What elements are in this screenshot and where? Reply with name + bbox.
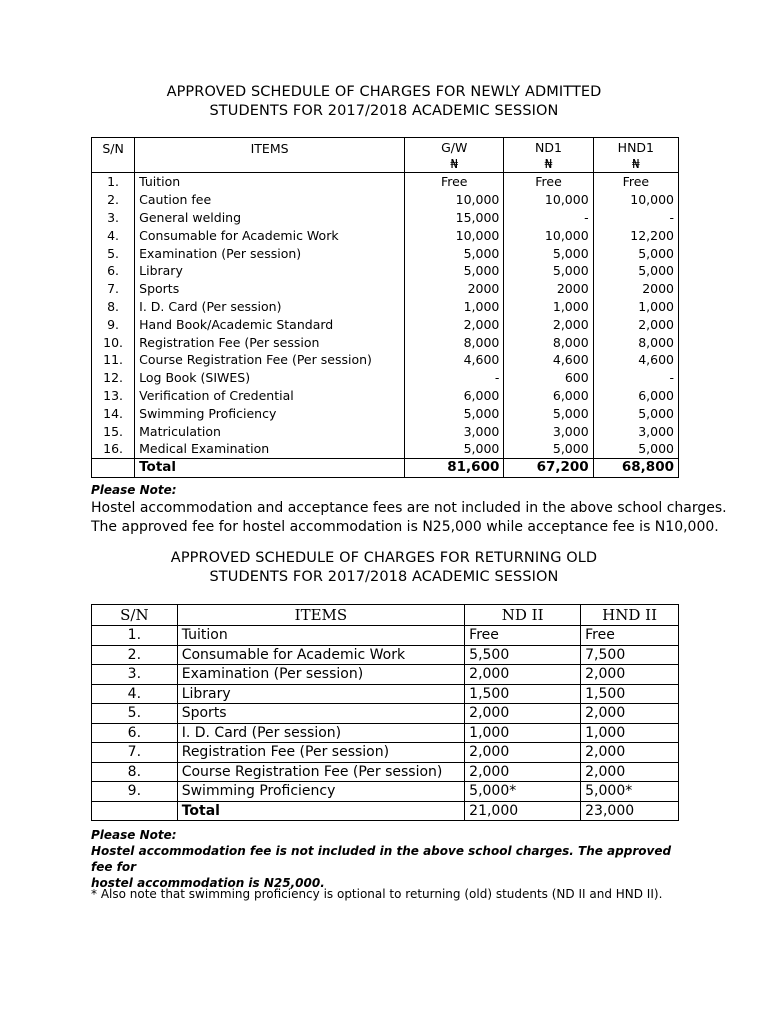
header-nd1-label: ND1 <box>535 140 562 155</box>
row-item: Course Registration Fee (Per session) <box>135 351 405 369</box>
row-sn: 13. <box>92 387 135 405</box>
row-hnd1-fee: 5,000 <box>593 262 678 280</box>
row-nd2-fee: 2,000 <box>465 743 581 763</box>
row-sn: 7. <box>92 743 178 763</box>
row-item: Registration Fee (Per session <box>135 333 405 351</box>
row-hnd1-fee: 2000 <box>593 280 678 298</box>
row-nd2-fee: 2,000 <box>465 704 581 724</box>
row-sn: 15. <box>92 422 135 440</box>
row-gw-fee: 15,000 <box>405 209 504 227</box>
row-sn: 5. <box>92 244 135 262</box>
row-hnd2-fee: 5,000* <box>581 782 679 802</box>
row-hnd1-fee: 1,000 <box>593 298 678 316</box>
row-nd1-fee: 3,000 <box>504 422 593 440</box>
row-item: Consumable for Academic Work <box>135 226 405 244</box>
row-hnd1-fee: - <box>593 369 678 387</box>
table-row <box>92 404 679 422</box>
row-nd1-fee: 5,000 <box>504 404 593 422</box>
header-items: ITEMS <box>177 605 464 626</box>
row-sn: 1. <box>92 626 178 646</box>
row-nd1-fee: 5,000 <box>504 440 593 458</box>
section2-note <box>91 827 691 891</box>
row-hnd2-fee: Free <box>581 626 679 646</box>
row-gw-fee: 2,000 <box>405 315 504 333</box>
row-hnd1-fee: 5,000 <box>593 440 678 458</box>
section2-title-line2: STUDENTS FOR 2017/2018 ACADEMIC SESSION <box>209 569 559 585</box>
total-label: Total <box>135 458 405 477</box>
row-hnd2-fee: 2,000 <box>581 665 679 685</box>
row-sn: 10. <box>92 333 135 351</box>
table-row <box>92 191 679 209</box>
section1-note-line1: Hostel accommodation and acceptance fees are not included in the above school charges. <box>91 500 727 516</box>
row-nd1-fee: 4,600 <box>504 351 593 369</box>
row-hnd2-fee: 2,000 <box>581 704 679 724</box>
row-item: Library <box>177 684 464 704</box>
row-nd1-fee: 6,000 <box>504 387 593 405</box>
row-item: Tuition <box>177 626 464 646</box>
row-item: Log Book (SIWES) <box>135 369 405 387</box>
row-sn: 3. <box>92 209 135 227</box>
naira-symbol: ₦ <box>631 156 640 171</box>
table-row <box>92 226 679 244</box>
row-hnd1-fee: 2,000 <box>593 315 678 333</box>
row-gw-fee: 3,000 <box>405 422 504 440</box>
table-row <box>92 626 679 646</box>
row-hnd2-fee: 1,000 <box>581 723 679 743</box>
row-nd2-fee: 5,000* <box>465 782 581 802</box>
section1-title-line2: STUDENTS FOR 2017/2018 ACADEMIC SESSION <box>209 103 559 119</box>
row-sn: 6. <box>92 723 178 743</box>
row-hnd2-fee: 2,000 <box>581 743 679 763</box>
total-gw: 81,600 <box>405 458 504 477</box>
returning-students-charges-table <box>91 604 679 821</box>
row-item: Medical Examination <box>135 440 405 458</box>
section1-note-line2: The approved fee for hostel accommodation is N25,000 while acceptance fee is N10,000. <box>91 519 719 535</box>
row-sn: 12. <box>92 369 135 387</box>
header-nd1 <box>504 138 593 173</box>
total-sn-empty <box>92 458 135 477</box>
row-item: Consumable for Academic Work <box>177 645 464 665</box>
table-row <box>92 743 679 763</box>
row-nd1-fee: 10,000 <box>504 191 593 209</box>
section1-title <box>0 83 768 121</box>
row-nd1-fee: 600 <box>504 369 593 387</box>
table-row <box>92 422 679 440</box>
row-hnd2-fee: 7,500 <box>581 645 679 665</box>
row-item: Swimming Proficiency <box>177 782 464 802</box>
row-sn: 11. <box>92 351 135 369</box>
row-sn: 1. <box>92 173 135 191</box>
row-item: Examination (Per session) <box>135 244 405 262</box>
row-hnd1-fee: - <box>593 209 678 227</box>
table-row <box>92 762 679 782</box>
header-gw-label: G/W <box>441 140 468 155</box>
row-hnd1-fee: 12,200 <box>593 226 678 244</box>
row-nd2-fee: 2,000 <box>465 762 581 782</box>
row-gw-fee: 5,000 <box>405 440 504 458</box>
row-nd1-fee: Free <box>504 173 593 191</box>
newly-admitted-charges-table <box>91 137 679 478</box>
row-sn: 8. <box>92 298 135 316</box>
section2-title <box>0 549 768 587</box>
row-gw-fee: 5,000 <box>405 244 504 262</box>
section1-title-line1: APPROVED SCHEDULE OF CHARGES FOR NEWLY ADMITTED <box>166 84 602 100</box>
row-gw-fee: 2000 <box>405 280 504 298</box>
row-item: Tuition <box>135 173 405 191</box>
row-sn: 2. <box>92 645 178 665</box>
row-nd1-fee: - <box>504 209 593 227</box>
header-nd2: ND II <box>465 605 581 626</box>
table-row <box>92 298 679 316</box>
table-header-row <box>92 138 679 173</box>
header-gw <box>405 138 504 173</box>
row-sn: 8. <box>92 762 178 782</box>
table-row <box>92 315 679 333</box>
row-item: Sports <box>135 280 405 298</box>
total-hnd2: 23,000 <box>581 801 679 821</box>
total-sn-empty <box>92 801 178 821</box>
row-item: Caution fee <box>135 191 405 209</box>
row-item: I. D. Card (Per session) <box>177 723 464 743</box>
table-row <box>92 173 679 191</box>
table-row <box>92 209 679 227</box>
table-row <box>92 645 679 665</box>
row-nd1-fee: 1,000 <box>504 298 593 316</box>
total-hnd1: 68,800 <box>593 458 678 477</box>
table-row <box>92 244 679 262</box>
row-gw-fee: 1,000 <box>405 298 504 316</box>
row-hnd2-fee: 1,500 <box>581 684 679 704</box>
swimming-footnote: * Also note that swimming proficiency is optional to returning (old) students (ND II and HND II). <box>91 887 663 901</box>
table-row <box>92 333 679 351</box>
total-nd2: 21,000 <box>465 801 581 821</box>
row-sn: 4. <box>92 226 135 244</box>
table-row <box>92 280 679 298</box>
section2-title-line1: APPROVED SCHEDULE OF CHARGES FOR RETURNING OLD <box>170 550 598 566</box>
table-row <box>92 369 679 387</box>
header-hnd2: HND II <box>581 605 679 626</box>
total-row <box>92 801 679 821</box>
row-gw-fee: 10,000 <box>405 226 504 244</box>
row-item: I. D. Card (Per session) <box>135 298 405 316</box>
table-row <box>92 704 679 724</box>
table-row <box>92 684 679 704</box>
table-row <box>92 387 679 405</box>
naira-symbol: ₦ <box>544 156 553 171</box>
row-sn: 6. <box>92 262 135 280</box>
row-gw-fee: Free <box>405 173 504 191</box>
row-gw-fee: - <box>405 369 504 387</box>
row-gw-fee: 4,600 <box>405 351 504 369</box>
row-sn: 7. <box>92 280 135 298</box>
row-item: Registration Fee (Per session) <box>177 743 464 763</box>
row-hnd1-fee: 5,000 <box>593 244 678 262</box>
header-items: ITEMS <box>135 138 405 173</box>
row-hnd2-fee: 2,000 <box>581 762 679 782</box>
table-row <box>92 262 679 280</box>
row-gw-fee: 10,000 <box>405 191 504 209</box>
row-sn: 4. <box>92 684 178 704</box>
row-item: General welding <box>135 209 405 227</box>
row-item: Matriculation <box>135 422 405 440</box>
row-sn: 3. <box>92 665 178 685</box>
table-row <box>92 782 679 802</box>
naira-symbol: ₦ <box>450 156 459 171</box>
section2-note-line1: Hostel accommodation fee is not included in the above school charges. The approved fee for <box>91 844 672 874</box>
row-hnd1-fee: Free <box>593 173 678 191</box>
table-row <box>92 723 679 743</box>
row-nd1-fee: 5,000 <box>504 262 593 280</box>
row-nd2-fee: 5,500 <box>465 645 581 665</box>
row-gw-fee: 6,000 <box>405 387 504 405</box>
section2-note-label: Please Note: <box>91 828 177 842</box>
row-hnd1-fee: 3,000 <box>593 422 678 440</box>
row-nd2-fee: 1,000 <box>465 723 581 743</box>
row-gw-fee: 8,000 <box>405 333 504 351</box>
row-gw-fee: 5,000 <box>405 262 504 280</box>
row-sn: 9. <box>92 315 135 333</box>
section1-note-label: Please Note: <box>91 483 177 497</box>
row-hnd1-fee: 10,000 <box>593 191 678 209</box>
row-hnd1-fee: 4,600 <box>593 351 678 369</box>
row-item: Library <box>135 262 405 280</box>
row-item: Verification of Credential <box>135 387 405 405</box>
table-row <box>92 665 679 685</box>
row-gw-fee: 5,000 <box>405 404 504 422</box>
row-item: Sports <box>177 704 464 724</box>
row-item: Hand Book/Academic Standard <box>135 315 405 333</box>
row-nd1-fee: 8,000 <box>504 333 593 351</box>
table-row <box>92 440 679 458</box>
header-hnd1 <box>593 138 678 173</box>
row-sn: 2. <box>92 191 135 209</box>
row-nd2-fee: 1,500 <box>465 684 581 704</box>
header-hnd1-label: HND1 <box>617 140 654 155</box>
row-item: Swimming Proficiency <box>135 404 405 422</box>
row-nd1-fee: 10,000 <box>504 226 593 244</box>
table-row <box>92 351 679 369</box>
row-item: Course Registration Fee (Per session) <box>177 762 464 782</box>
row-sn: 14. <box>92 404 135 422</box>
row-sn: 16. <box>92 440 135 458</box>
section2-note-line2: hostel accommodation is N25,000. <box>91 876 325 890</box>
total-row <box>92 458 679 477</box>
row-sn: 5. <box>92 704 178 724</box>
row-item: Examination (Per session) <box>177 665 464 685</box>
row-hnd1-fee: 8,000 <box>593 333 678 351</box>
row-nd1-fee: 2,000 <box>504 315 593 333</box>
total-nd1: 67,200 <box>504 458 593 477</box>
row-nd2-fee: 2,000 <box>465 665 581 685</box>
row-nd1-fee: 5,000 <box>504 244 593 262</box>
row-sn: 9. <box>92 782 178 802</box>
total-label: Total <box>177 801 464 821</box>
row-nd1-fee: 2000 <box>504 280 593 298</box>
header-sn: S/N <box>92 605 178 626</box>
table-header-row <box>92 605 679 626</box>
header-sn: S/N <box>92 138 135 173</box>
row-nd2-fee: Free <box>465 626 581 646</box>
row-hnd1-fee: 6,000 <box>593 387 678 405</box>
row-hnd1-fee: 5,000 <box>593 404 678 422</box>
